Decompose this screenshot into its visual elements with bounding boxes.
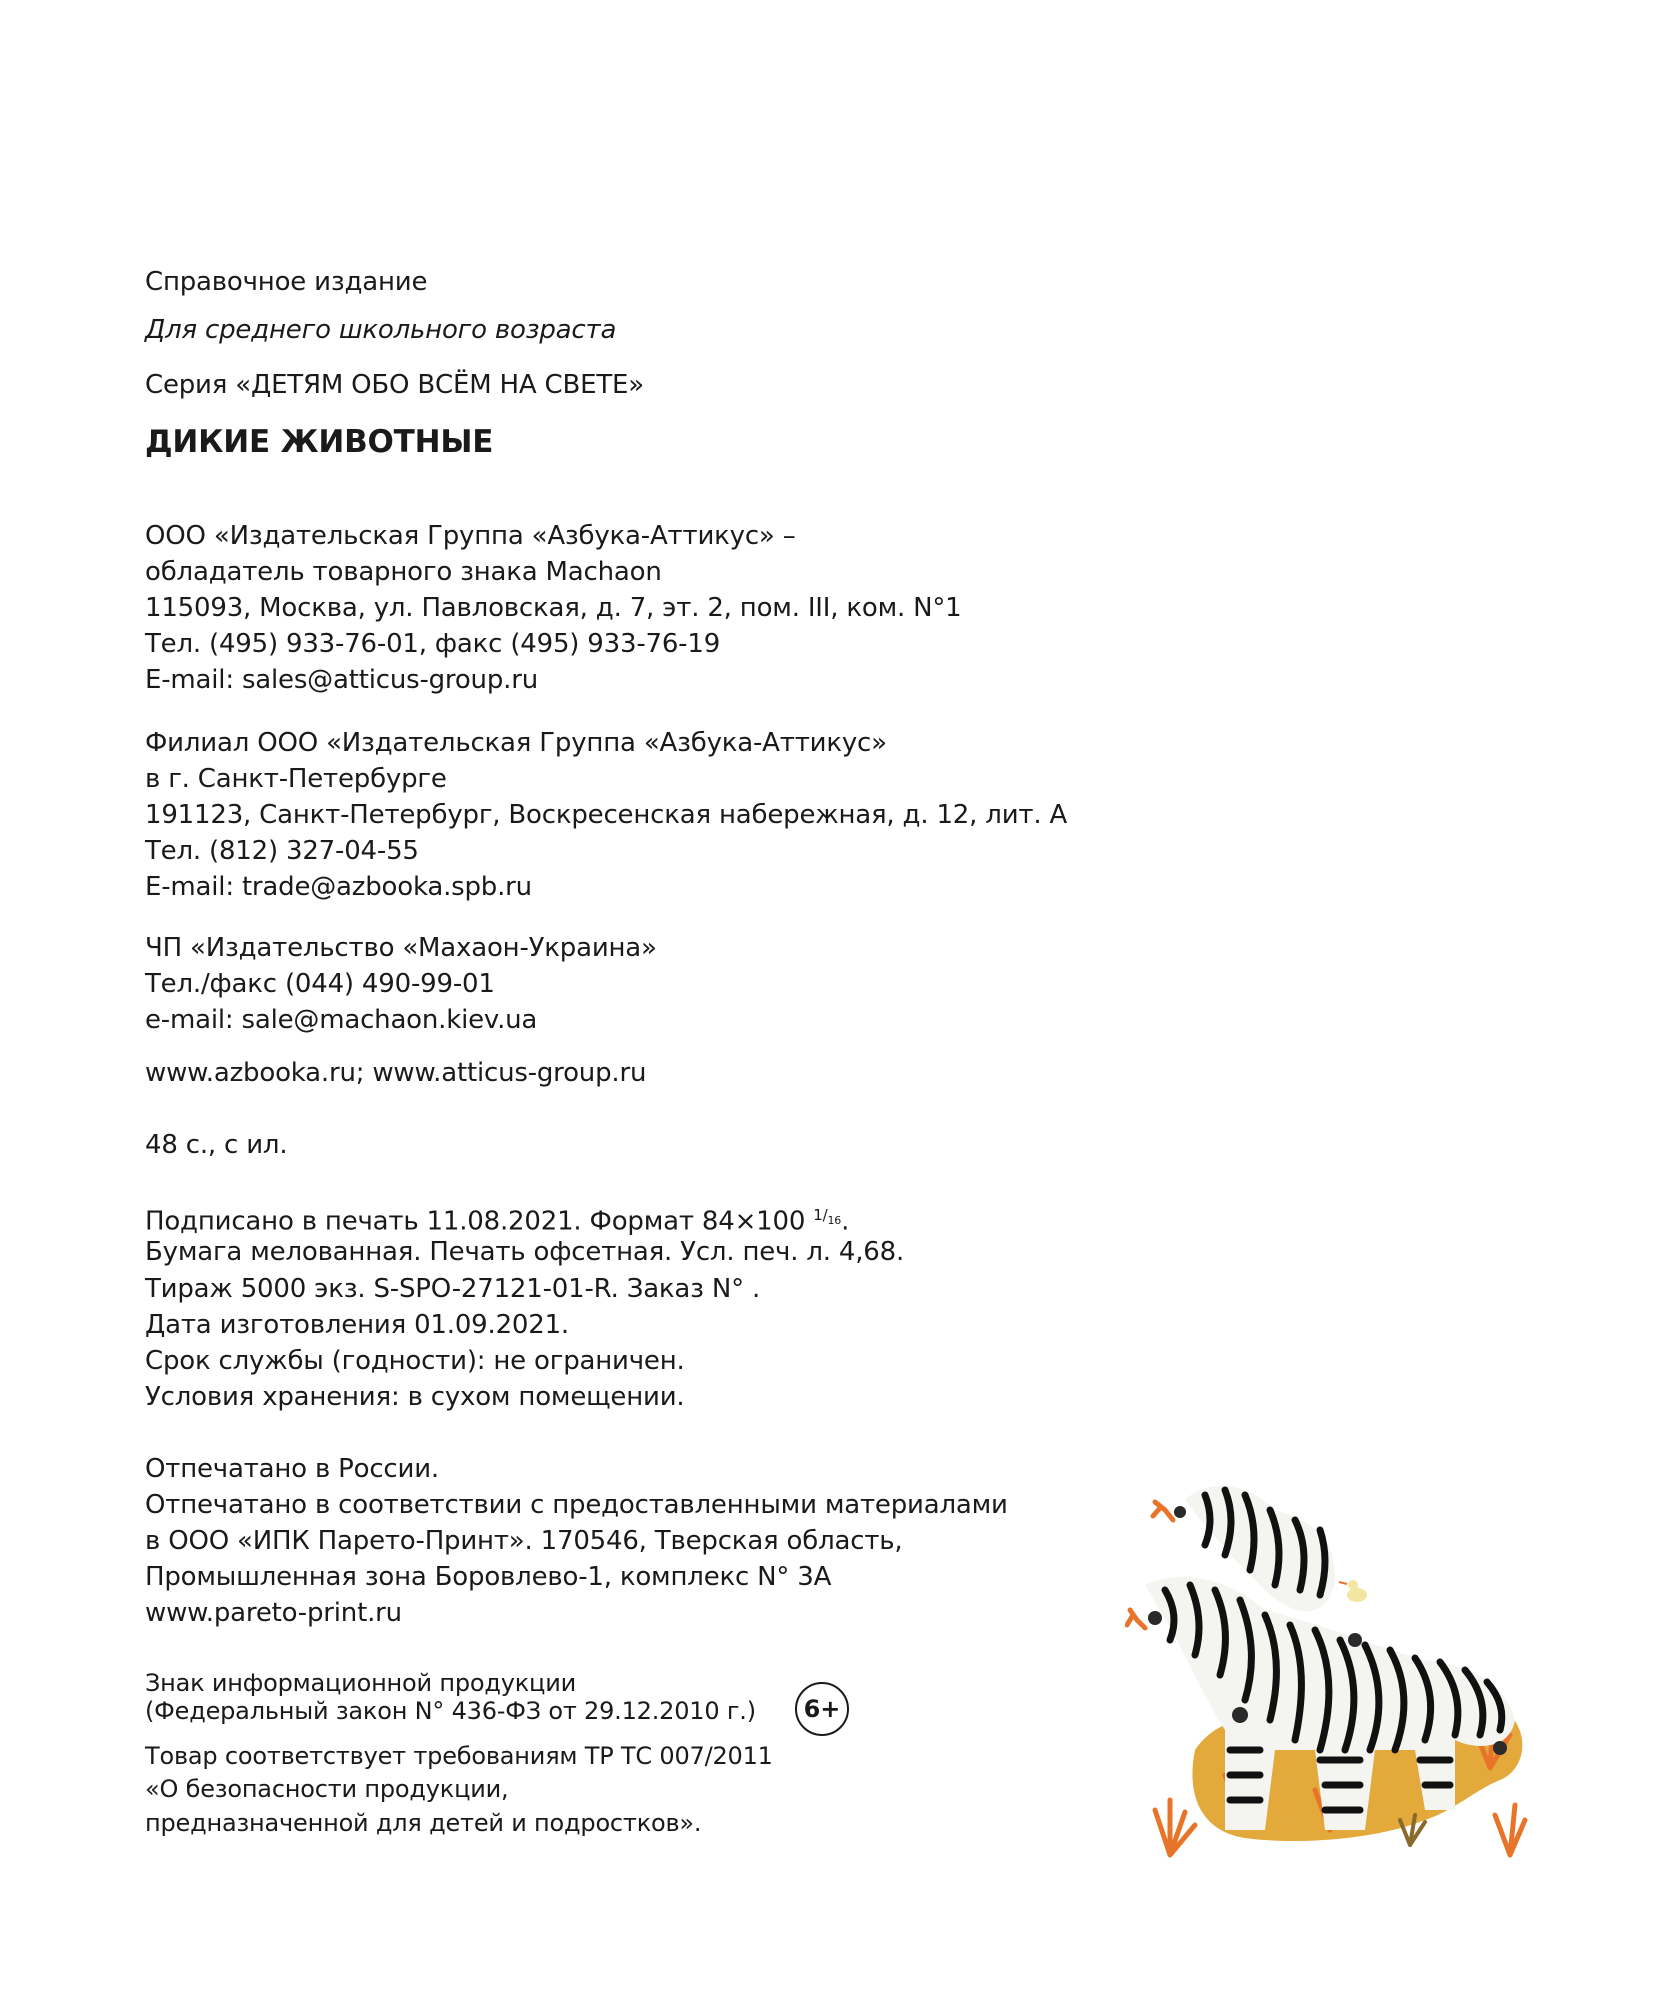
bird-icon — [1339, 1580, 1367, 1602]
fraction-denominator: 16 — [827, 1214, 842, 1227]
text-line: Дата изготовления 01.09.2021. — [145, 1310, 569, 1340]
zebra-illustration — [1125, 1450, 1565, 1870]
text-line: предназначенной для детей и подростков». — [145, 1809, 702, 1837]
info-sign-line: Знак информационной продукции — [145, 1669, 576, 1697]
format-fraction: 1/16 — [813, 1206, 842, 1227]
signed-prefix: Подписано в печать 11.08.2021. Формат 84×100 — [145, 1206, 814, 1237]
text-line: «О безопасности продукции, — [145, 1775, 509, 1803]
email-line: E-mail: trade@azbooka.spb.ru — [145, 872, 532, 902]
websites: www.azbooka.ru; www.atticus-group.ru — [145, 1058, 647, 1088]
text-line: Тираж 5000 экз. S-SPO-27121-01-R. Заказ N° . — [145, 1274, 761, 1304]
text-line: Условия хранения: в сухом помещении. — [145, 1382, 685, 1412]
text-line: Тел. (495) 933-76-01, факс (495) 933-76-19 — [145, 629, 721, 659]
printer-website: www.pareto-print.ru — [145, 1598, 402, 1628]
book-title: ДИКИЕ ЖИВОТНЫЕ — [145, 424, 494, 460]
text-line: ЧП «Издательство «Махаон-Украина» — [145, 933, 657, 963]
text-line: в ООО «ИПК Парето-Принт». 170546, Тверская область, — [145, 1526, 903, 1556]
signed-suffix: . — [841, 1206, 850, 1237]
text-line: Филиал ООО «Издательская Группа «Азбука-Аттикус» — [145, 728, 887, 758]
email-line: E-mail: sales@atticus-group.ru — [145, 665, 538, 695]
text-line: Отпечатано в соответствии с предоставленными материалами — [145, 1490, 1008, 1520]
text-line: Срок службы (годности): не ограничен. — [145, 1346, 685, 1376]
text-line: обладатель товарного знака Machaon — [145, 557, 662, 587]
series-name: Серия «ДЕТЯМ ОБО ВСЁМ НА СВЕТЕ» — [145, 370, 644, 400]
page-count: 48 с., с ил. — [145, 1130, 288, 1160]
text-line: Тел. (812) 327-04-55 — [145, 836, 419, 866]
text-line: ООО «Издательская Группа «Азбука-Аттикус» – — [145, 521, 796, 551]
federal-law-line: (Федеральный закон N° 436-ФЗ от 29.12.2010 г.) — [145, 1697, 756, 1725]
edition-type: Справочное издание — [145, 267, 428, 297]
text-line: Отпечатано в России. — [145, 1454, 439, 1484]
email-line: e-mail: sale@machaon.kiev.ua — [145, 1005, 538, 1035]
age-group: Для среднего школьного возраста — [145, 315, 617, 345]
text-line: Бумага мелованная. Печать офсетная. Усл. печ. л. 4,68. — [145, 1237, 905, 1267]
text-line: в г. Санкт-Петербурге — [145, 764, 447, 794]
text-line: 115093, Москва, ул. Павловская, д. 7, эт. 2, пом. III, ком. N°1 — [145, 593, 962, 623]
text-line: Промышленная зона Боровлево-1, комплекс N° 3А — [145, 1562, 832, 1592]
text-line: Товар соответствует требованиям ТР ТС 007/2011 — [145, 1742, 773, 1770]
text-line: Тел./факс (044) 490-99-01 — [145, 969, 495, 999]
age-rating-badge: 6+ — [795, 1682, 849, 1736]
fraction-numerator: 1 — [813, 1206, 823, 1224]
text-line: 191123, Санкт-Петербург, Воскресенская набережная, д. 12, лит. А — [145, 800, 1068, 830]
